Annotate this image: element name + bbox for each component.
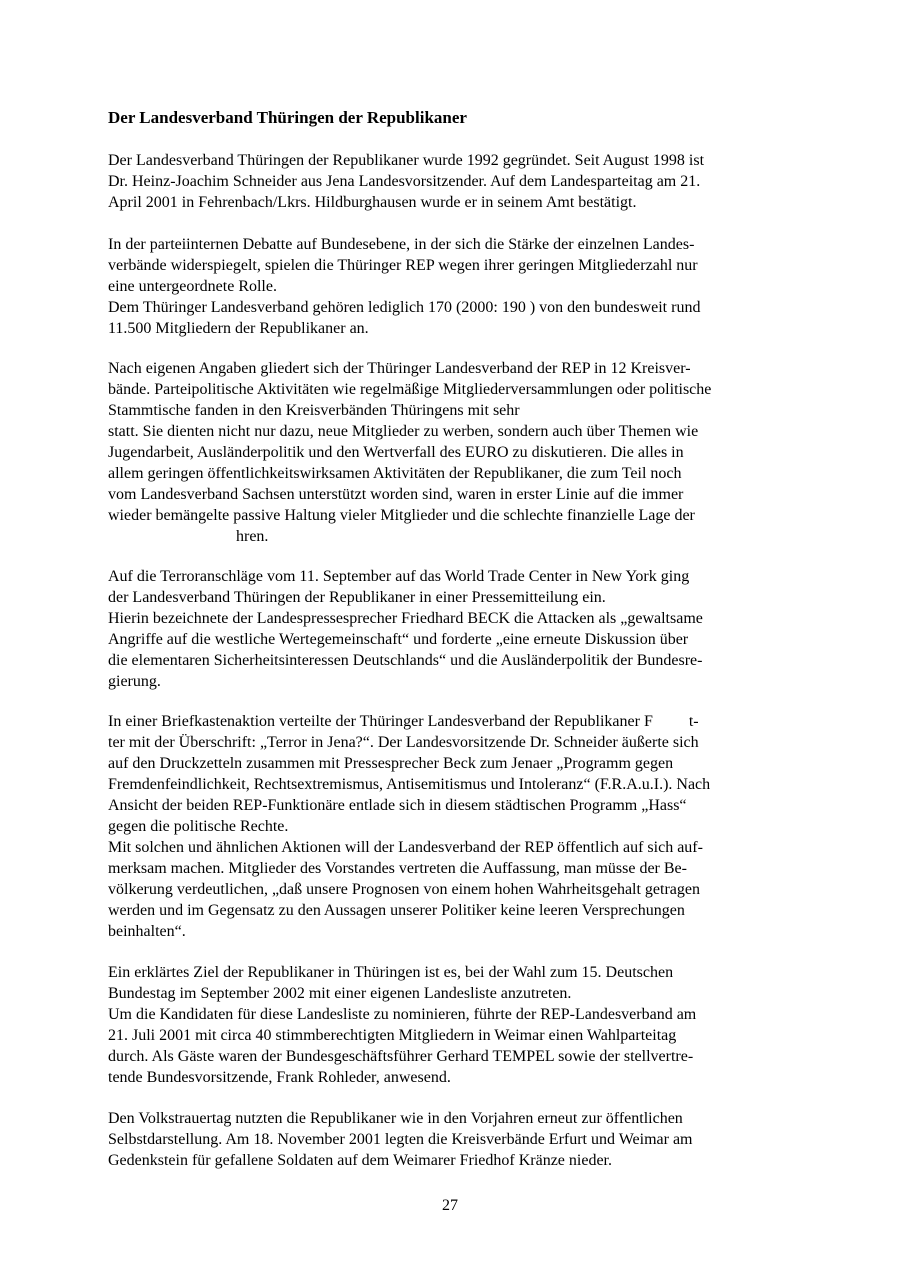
- text-line: allem geringen öffentlichkeitswirksamen Aktivitäten der Republikaner, die zum Teil noch: [108, 465, 682, 482]
- text-line: wieder bemängelte passive Haltung vieler Mitglieder und die schlechte finanzielle Lage der: [108, 507, 695, 524]
- text-line: merksam machen. Mitglieder des Vorstandes vertreten die Auffassung, man müsse der Be-: [108, 860, 687, 877]
- text-line: Dr. Heinz-Joachim Schneider aus Jena Landesvorsitzender. Auf dem Landesparteitag am 21.: [108, 173, 701, 190]
- page-number: 27: [442, 1197, 458, 1214]
- paragraph-activities: [108, 358, 711, 547]
- text-line: April 2001 in Fehrenbach/Lkrs. Hildburghausen wurde er in seinem Amt bestätigt.: [108, 194, 637, 211]
- paragraph-leaflet-action: [108, 711, 710, 942]
- text-line: vom Landesverband Sachsen unterstützt worden sind, waren in erster Linie auf die immer: [108, 486, 684, 503]
- text-line: Fremdenfeindlichkeit, Rechtsextremismus, Antisemitismus und Intoleranz“ (F.R.A.u.I.). Nach: [108, 776, 711, 793]
- text-line: gegen die politische Rechte.: [108, 818, 289, 835]
- text-line: bände. Parteipolitische Aktivitäten wie regelmäßige Mitgliederversammlungen oder politische: [108, 381, 712, 398]
- text-line: tende Bundesvorsitzende, Frank Rohleder, anwesend.: [108, 1069, 451, 1086]
- text-line: Auf die Terroranschläge vom 11. September auf das World Trade Center in New York ging: [108, 568, 690, 585]
- text-line: Selbstdarstellung. Am 18. November 2001 legten die Kreisverbände Erfurt und Weimar am: [108, 1131, 693, 1148]
- text-line: Der Landesverband Thüringen der Republikaner wurde 1992 gegründet. Seit August 1998 ist: [108, 152, 705, 169]
- text-line: Mit solchen und ähnlichen Aktionen will der Landesverband der REP öffentlich auf sich auf-: [108, 839, 703, 856]
- text-line: durch. Als Gäste waren der Bundesgeschäftsführer Gerhard TEMPEL sowie der stellvertre-: [108, 1048, 694, 1065]
- text-line: Stammtische fanden in den Kreisverbänden Thüringens mit sehr: [108, 402, 520, 419]
- text-line: die elementaren Sicherheitsinteressen Deutschlands“ und die Ausländerpolitik der Bundesre-: [108, 652, 703, 669]
- text-line: statt. Sie dienten nicht nur dazu, neue Mitglieder zu werben, sondern auch über Themen wie: [108, 423, 699, 440]
- text-line: Jugendarbeit, Ausländerpolitik und den Wertverfall des EURO zu diskutieren. Die alles in: [108, 444, 684, 461]
- text-line: ter mit der Überschrift: „Terror in Jena?“. Der Landesvorsitzende Dr. Schneider äußerte sich: [108, 734, 699, 751]
- text-line: 11.500 Mitgliedern der Republikaner an.: [108, 320, 369, 337]
- text-line: verbände widerspiegelt, spielen die Thüringer REP wegen ihrer geringen Mitgliederzahl nur: [108, 257, 698, 274]
- text-line: Um die Kandidaten für diese Landesliste zu nominieren, führte der REP-Landesverband am: [108, 1006, 697, 1023]
- text-line: Bundestag im September 2002 mit einer eigenen Landesliste anzutreten.: [108, 985, 572, 1002]
- text-line: eine untergeordnete Rolle.: [108, 278, 277, 295]
- text-line: Angriffe auf die westliche Wertegemeinschaft“ und forderte „eine erneute Diskussion über: [108, 631, 689, 648]
- paragraph-founding: [108, 150, 704, 213]
- text-line: Nach eigenen Angaben gliedert sich der Thüringer Landesverband der REP in 12 Kreisver-: [108, 360, 691, 377]
- text-line: Ein erklärtes Ziel der Republikaner in Thüringen ist es, bei der Wahl zum 15. Deutschen: [108, 964, 674, 981]
- text-line: völkerung verdeutlichen, „daß unsere Prognosen von einem hohen Wahrheitsgehalt getragen: [108, 881, 701, 898]
- text-line: In der parteiinternen Debatte auf Bundesebene, in der sich die Stärke der einzelnen Landes-: [108, 236, 695, 253]
- text-line: Den Volkstrauertag nutzten die Republikaner wie in den Vorjahren erneut zur öffentlichen: [108, 1110, 683, 1127]
- text-line: der Landesverband Thüringen der Republikaner in einer Pressemitteilung ein.: [108, 589, 606, 606]
- paragraph-memorial-day: [108, 1108, 693, 1171]
- text-line: auf den Druckzetteln zusammen mit Pressesprecher Beck zum Jenaer „Programm gegen: [108, 755, 674, 772]
- text-line: gierung.: [108, 673, 161, 690]
- paragraph-membership: [108, 234, 700, 339]
- text-line: In einer Briefkastenaktion verteilte der Thüringer Landesverband der Republikaner F t-: [108, 713, 699, 730]
- text-line: 21. Juli 2001 mit circa 40 stimmberechtigten Mitgliedern in Weimar einen Wahlparteitag: [108, 1027, 677, 1044]
- text-line: hren.: [236, 528, 269, 545]
- text-line: Hierin bezeichnete der Landespressesprecher Friedhard BECK die Attacken als „gewaltsame: [108, 610, 703, 627]
- paragraph-election: [108, 962, 696, 1088]
- paragraph-terror-statement: [108, 566, 703, 692]
- text-line: werden und im Gegensatz zu den Aussagen unserer Politiker keine leeren Versprechungen: [108, 902, 685, 919]
- text-line: Ansicht der beiden REP-Funktionäre entlade sich in diesem städtischen Programm „Hass“: [108, 797, 687, 814]
- section-title: Der Landesverband Thüringen der Republikaner: [108, 108, 467, 127]
- text-line: beinhalten“.: [108, 923, 186, 940]
- text-line: Gedenkstein für gefallene Soldaten auf dem Weimarer Friedhof Kränze nieder.: [108, 1152, 612, 1169]
- text-line: Dem Thüringer Landesverband gehören lediglich 170 (2000: 190 ) von den bundesweit rund: [108, 299, 701, 316]
